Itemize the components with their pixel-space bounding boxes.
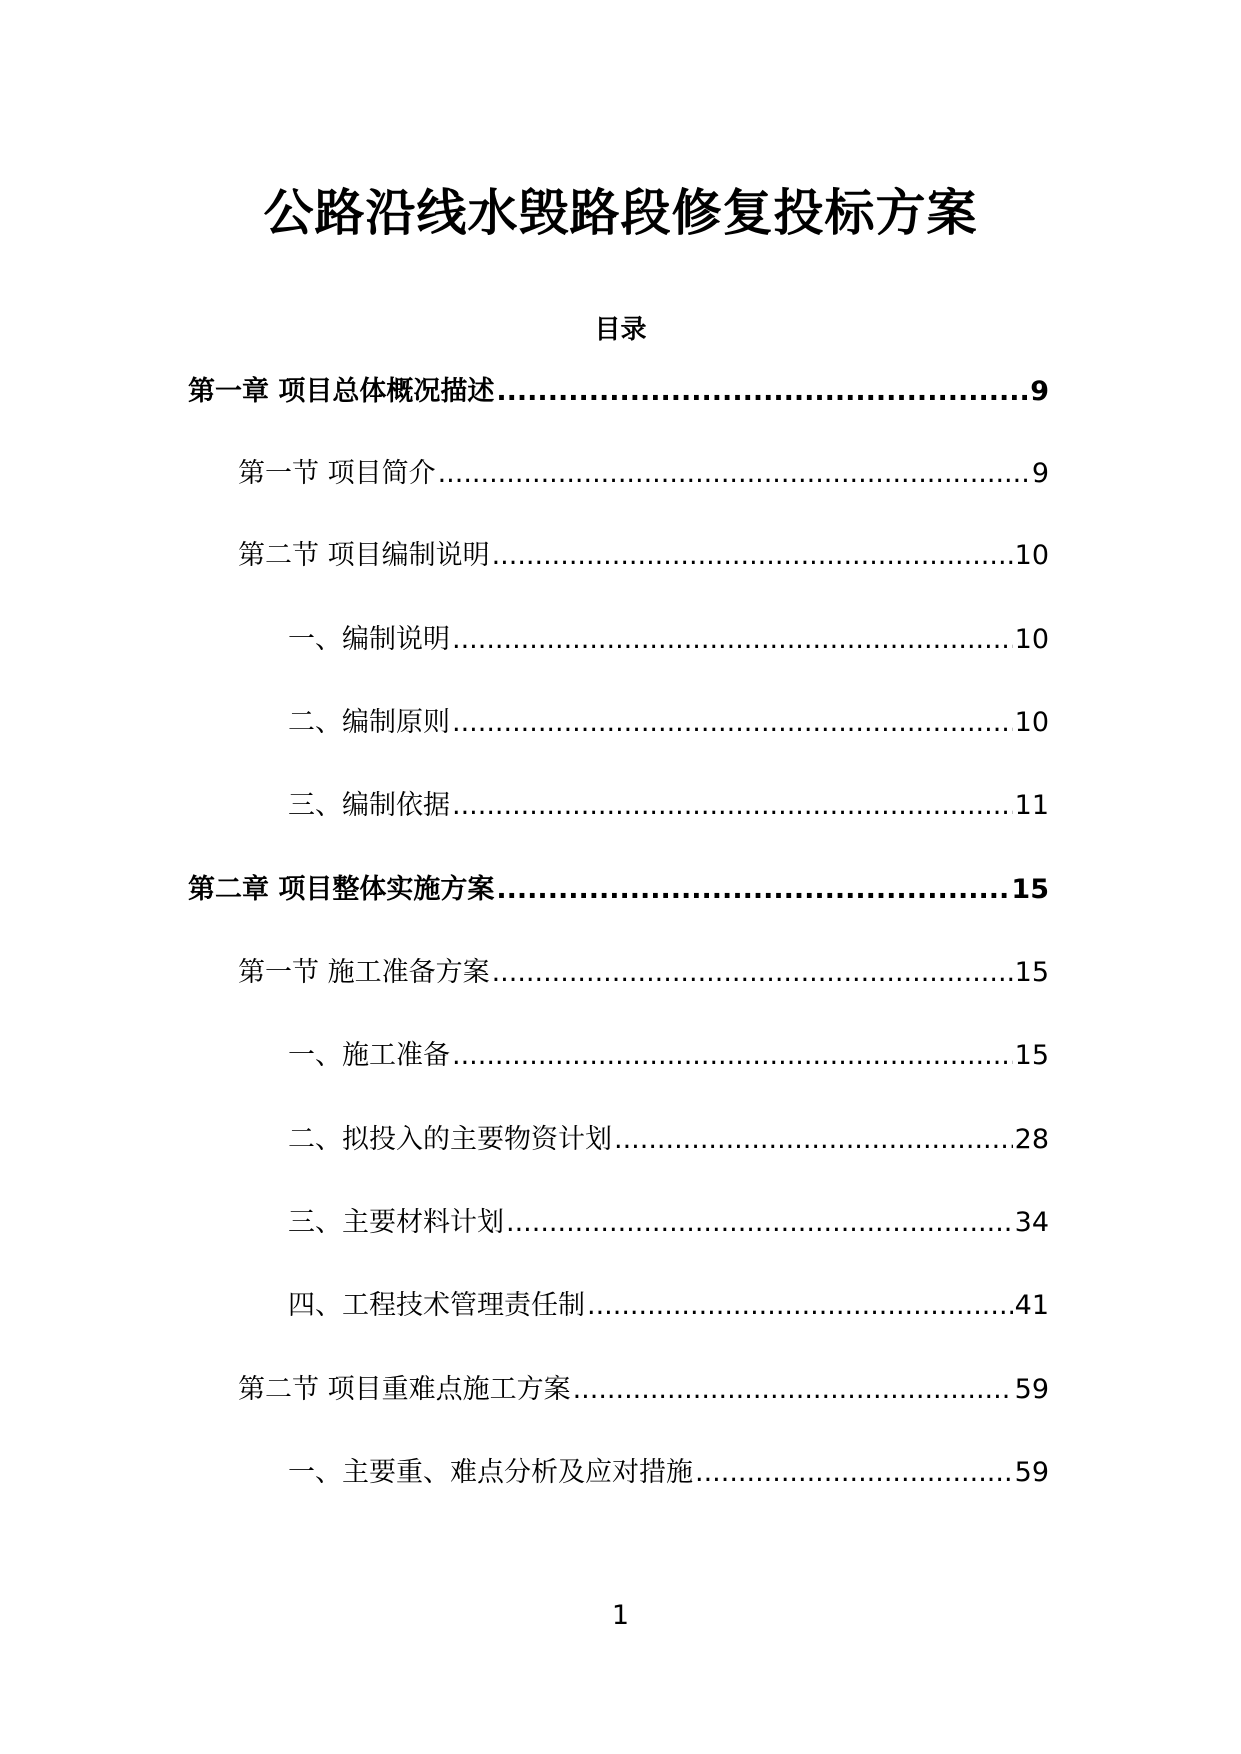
toc-entry-title: 一、施工准备 (288, 1040, 450, 1071)
toc-entry[interactable] (238, 454, 1049, 494)
toc-entry-title: 二、拟投入的主要物资计划 (288, 1124, 612, 1155)
page-number: 1 (611, 1600, 630, 1631)
toc-dot-leader (614, 1120, 1013, 1160)
toc-entry-title: 第一节 施工准备方案 (238, 957, 490, 988)
toc-heading: 目录 (594, 315, 647, 345)
toc-dot-leader (492, 536, 1013, 576)
toc-entry-page: 10 (1014, 540, 1049, 571)
toc-entry-title: 第二节 项目重难点施工方案 (238, 1374, 571, 1405)
toc-entry-page: 10 (1014, 624, 1049, 655)
toc-entry-page: 10 (1014, 707, 1049, 738)
toc-entry[interactable] (288, 703, 1049, 743)
toc-dot-leader (587, 1286, 1013, 1326)
toc-entry-page: 9 (1030, 376, 1049, 407)
toc-entry-title: 第二节 项目编制说明 (238, 540, 490, 571)
toc-dot-leader (452, 703, 1013, 743)
toc-entry-title: 四、工程技术管理责任制 (288, 1290, 585, 1321)
toc-entry[interactable] (238, 1370, 1049, 1410)
toc-entry-title: 二、编制原则 (288, 707, 450, 738)
toc-dot-leader (496, 870, 1009, 910)
toc-entry-title: 一、编制说明 (288, 624, 450, 655)
toc-dot-leader (573, 1370, 1013, 1410)
toc-dot-leader (506, 1203, 1013, 1243)
toc-dot-leader (452, 620, 1013, 660)
toc-entry[interactable] (288, 620, 1049, 660)
toc-entry-page: 59 (1014, 1457, 1049, 1488)
toc-entry-title: 三、主要材料计划 (288, 1207, 504, 1238)
toc-entry-page: 34 (1014, 1207, 1049, 1238)
toc-entry[interactable] (238, 536, 1049, 576)
toc-dot-leader (452, 786, 1013, 826)
document-title: 公路沿线水毁路段修复投标方案 (263, 184, 978, 242)
toc-entry-page: 15 (1011, 874, 1049, 905)
toc-entry[interactable] (288, 1120, 1049, 1160)
toc-entry[interactable] (238, 953, 1049, 993)
toc-entry-title: 第二章 项目整体实施方案 (188, 874, 495, 905)
toc-entry-title: 第一章 项目总体概况描述 (188, 376, 495, 407)
toc-entry[interactable] (288, 1286, 1049, 1326)
toc-entry-title: 第一节 项目简介 (238, 458, 436, 489)
toc-entry[interactable] (288, 1453, 1049, 1493)
toc-entry[interactable] (288, 1036, 1049, 1076)
toc-dot-leader (492, 953, 1013, 993)
toc-entry-page: 9 (1031, 458, 1049, 489)
toc-entry-page: 11 (1014, 790, 1049, 821)
toc-entry-page: 41 (1014, 1290, 1049, 1321)
toc-entry-title: 一、主要重、难点分析及应对措施 (288, 1457, 693, 1488)
toc-dot-leader (438, 454, 1030, 494)
toc-entry-title: 三、编制依据 (288, 790, 450, 821)
toc-dot-leader (452, 1036, 1013, 1076)
toc-entry[interactable] (288, 786, 1049, 826)
toc-entry[interactable] (188, 870, 1049, 910)
toc-dot-leader (496, 372, 1028, 412)
toc-entry-page: 15 (1014, 1040, 1049, 1071)
toc-entry-page: 28 (1014, 1124, 1049, 1155)
toc-entry-page: 59 (1014, 1374, 1049, 1405)
toc-entry[interactable] (288, 1203, 1049, 1243)
toc-entry-page: 15 (1014, 957, 1049, 988)
toc-entry[interactable] (188, 372, 1049, 412)
toc-dot-leader (695, 1453, 1013, 1493)
